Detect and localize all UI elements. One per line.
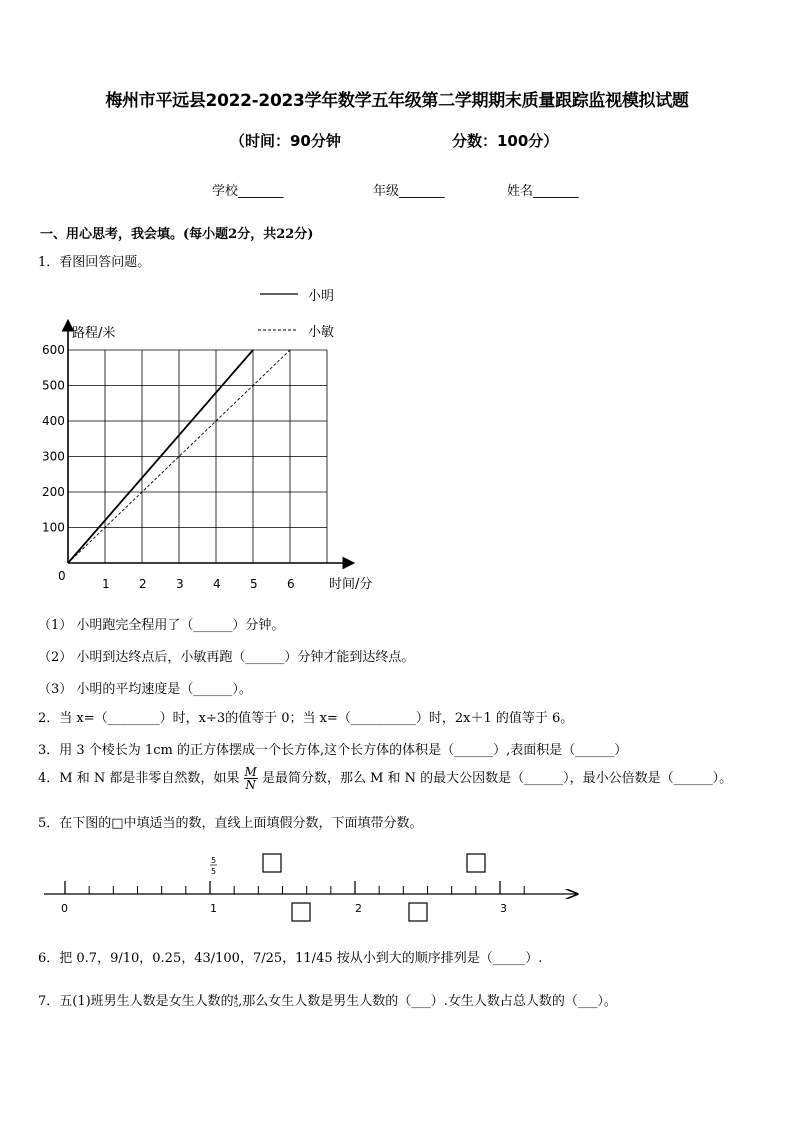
number-line-fraction-numerator: 5 — [211, 856, 217, 865]
question-5: 5．在下图的□中填适当的数，直线上面填假分数，下面填带分数。 — [38, 816, 423, 831]
number-line-label-3: 3 — [500, 902, 507, 915]
number-line — [38, 848, 588, 928]
question-1-part-2: （2） 小明到达终点后，小敏再跑（______）分钟才能到达终点。 — [38, 650, 415, 665]
fraction-denominator: N — [245, 778, 256, 792]
question-1-part-1: （1） 小明跑完全程用了（______）分钟。 — [38, 618, 285, 633]
question-4 — [38, 766, 732, 791]
number-line-fraction-denominator: 5 — [211, 867, 217, 876]
answer-box-below-2[interactable] — [409, 903, 427, 921]
grade-field[interactable]: 年级_______ — [373, 184, 445, 199]
answer-box-below-1[interactable] — [292, 903, 310, 921]
x-tick-label: 5 — [250, 577, 258, 591]
chart-grid — [68, 350, 327, 563]
origin-label: 0 — [58, 569, 66, 583]
x-tick-label: 2 — [139, 577, 147, 591]
number-line-label-0: 0 — [61, 902, 68, 915]
section-heading: 一、用心思考，我会填。(每小题2分，共22分) — [40, 227, 314, 242]
number-line-ticks — [65, 881, 524, 894]
chart-ticks — [42, 343, 295, 591]
y-tick-label: 400 — [42, 414, 65, 428]
page-title: 梅州市平远县2022-2023学年数学五年级第二学期期末质量跟踪监视模拟试题 — [105, 91, 689, 111]
question-1-part-3: （3） 小明的平均速度是（______）。 — [38, 682, 252, 697]
question-7-text-after: ,那么女生人数是男生人数的（___）.女生人数占总人数的（___）。 — [238, 994, 617, 1009]
exam-score: 分数：100分） — [452, 132, 559, 150]
distance-time-chart — [30, 282, 410, 602]
x-axis-label: 时间/分 — [329, 577, 373, 592]
y-tick-label: 100 — [42, 520, 65, 535]
x-tick-label: 4 — [213, 577, 221, 591]
number-line-label-1: 1 — [210, 902, 217, 915]
question-1: 1．看图回答问题。 — [38, 255, 151, 270]
school-field[interactable]: 学校_______ — [212, 184, 284, 199]
answer-box-above-2[interactable] — [467, 854, 485, 872]
name-field[interactable]: 姓名_______ — [507, 184, 579, 199]
y-tick-label: 600 — [42, 343, 65, 357]
y-axis-label: 路程/米 — [72, 326, 116, 341]
question-6: 6．把 0.7，9/10，0.25，43/100，7/25，11/45 按从小到大的顺序排列是（_____）. — [38, 951, 543, 966]
y-tick-label: 500 — [42, 378, 65, 393]
question-4-text-before: 4．M 和 N 都是非零自然数，如果 — [38, 771, 240, 786]
question-2: 2．当 x=（________）时，x÷3的值等于 0；当 x=（__________）时，2x＋1 的值等于 6。 — [38, 711, 574, 726]
y-tick-label: 200 — [42, 485, 65, 499]
x-tick-label: 6 — [287, 577, 295, 591]
legend-label-xiaoming: 小明 — [308, 289, 335, 304]
fraction-numerator: 4 — [233, 993, 239, 1002]
answer-box-above-1[interactable] — [263, 854, 281, 872]
x-tick-label: 1 — [102, 577, 110, 591]
x-tick-label: 3 — [176, 577, 184, 591]
exam-time: （时间：90分钟 — [230, 132, 341, 150]
question-7 — [38, 990, 617, 1009]
fraction-denominator: 5 — [233, 1000, 239, 1009]
legend-label-xiaomin: 小敏 — [308, 325, 335, 340]
y-tick-label: 300 — [42, 449, 65, 464]
question-4-text-after: 是最简分数，那么 M 和 N 的最大公因数是（______），最小公倍数是（______）。 — [261, 771, 733, 786]
question-3: 3．用 3 个棱长为 1cm 的正方体摆成一个长方体,这个长方体的体积是（______）,表面积是（______） — [38, 743, 628, 758]
number-line-label-2: 2 — [355, 902, 362, 915]
fraction-numerator: M — [244, 765, 257, 779]
question-7-text-before: 7．五(1)班男生人数是女生人数的 — [38, 994, 234, 1009]
fraction-m-over-n — [244, 766, 258, 791]
